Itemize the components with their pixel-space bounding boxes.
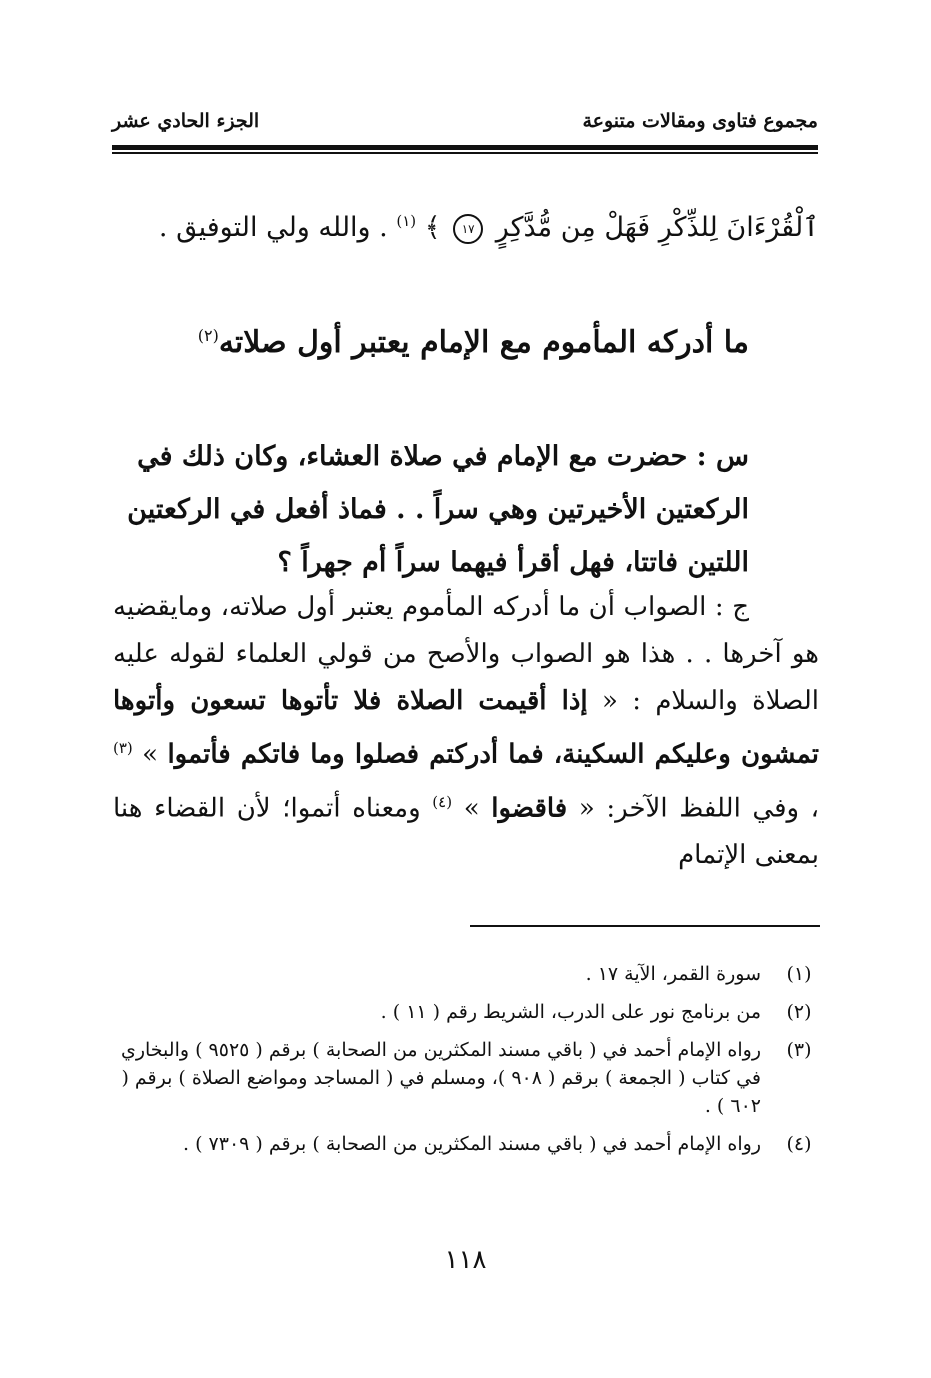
footnote-number: (٢) [786, 1001, 812, 1023]
quran-text: ٱلْقُرْءَانَ لِلذِّكْرِ فَهَلْ مِن مُّدَّكِرٍ [495, 212, 819, 243]
footnote-item [113, 1130, 819, 1158]
book-title: مجموع فتاوى ومقالات متنوعة [582, 110, 818, 132]
hadith-alt-text: فاقضوا [491, 793, 568, 824]
verse-after-text: . والله ولي التوفيق . [158, 212, 388, 243]
footnote-text: من برنامج نور على الدرب، الشريط رقم ( ١١ ) . [380, 1001, 761, 1023]
footnote-number: (١) [786, 963, 812, 985]
question-line: اللتين فاتتا، فهل أقرأ فيهما سراً أم جهراً ؟ [277, 547, 749, 578]
footnote-text: رواه الإمام أحمد في ( باقي مسند المكثرين من الصحابة ) برقم ( ٧٣٠٩ ) . [183, 1133, 761, 1155]
running-header [112, 108, 818, 148]
footnote-item [113, 1036, 819, 1120]
verse-close-bracket: ﴾ [424, 212, 441, 243]
answer-paragraph [113, 584, 819, 879]
footnote-ref-2: (٢) [197, 326, 219, 345]
quran-verse-line [113, 195, 819, 254]
question-paragraph [113, 430, 749, 589]
footnote-text: سورة القمر، الآية ١٧ . [585, 963, 761, 985]
footnote-ref-3: (٣) [113, 739, 133, 757]
hadith-text: إذا أقيمت الصلاة فلا تأتوها تسعون وأتوها تمشون وعليكم السكينة، فما أدركتم فصلوا وما فاتكم فأتموا [113, 686, 820, 770]
footnote-number: (٤) [786, 1133, 812, 1155]
question-line: الركعتين الأخيرتين وهي سراً . . فماذ أفعل في الركعتين [127, 494, 749, 525]
close-quote-2: » [463, 793, 480, 824]
footnote-separator [470, 925, 820, 927]
footnote-item [113, 960, 819, 988]
volume-label: الجزء الحادي عشر [112, 110, 260, 132]
footnote-text: رواه الإمام أحمد في ( باقي مسند المكثرين من الصحابة ) برقم ( ٩٥٢٥ ) والبخاري في كتاب ( الجمعة ) برقم ( ٩٠٨ )، ومسلم في ( المساجد ومواضع الصلاة ) برقم ( ٦٠٢ ) . [120, 1039, 761, 1117]
footnotes-section [113, 960, 819, 1168]
footnote-item [113, 998, 819, 1026]
header-rule-thick [112, 145, 818, 150]
footnote-ref-4: (٤) [432, 792, 453, 811]
close-quote: » [142, 739, 159, 770]
footnote-number: (٣) [786, 1039, 812, 1061]
article-title-text: ما أدركه المأموم مع الإمام يعتبر أول صلاته [218, 325, 749, 360]
article-title [113, 325, 749, 360]
answer-text-2: ، وفي اللفظ الآخر: « [578, 793, 820, 824]
answer-text-3: ومعناه أتموا؛ لأن القضاء هنا بمعنى الإتمام [113, 793, 819, 871]
footnote-ref-1: (١) [396, 212, 417, 230]
ayah-number-mark: ١٧ [453, 214, 483, 244]
page-number: ١١٨ [444, 1245, 487, 1275]
header-rule-thin [112, 152, 818, 154]
answer-text-1: ج : الصواب أن ما أدركه المأموم يعتبر أول صلاته، ومايقضيه هو آخرها . . هذا هو الصواب والأصح من قولي العلماء لقوله عليه الصلاة والسلام : « [113, 592, 819, 716]
question-line: س : حضرت مع الإمام في صلاة العشاء، وكان ذلك في [137, 441, 749, 472]
